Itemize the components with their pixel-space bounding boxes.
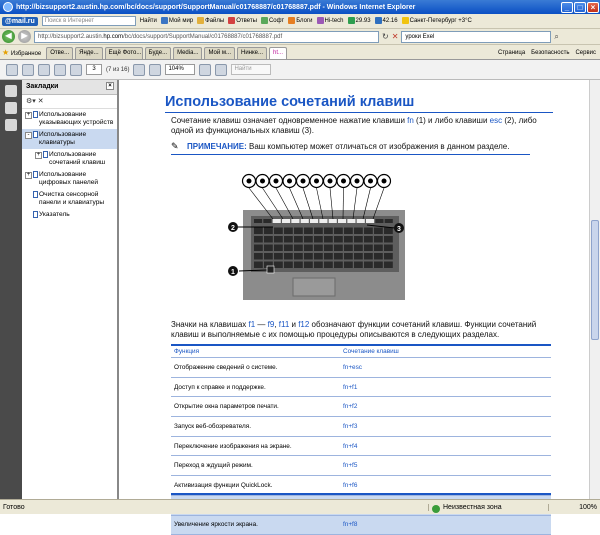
keyboard-key [374,228,383,235]
keyboard-key [304,245,313,252]
keyboard-key [364,236,373,243]
keyboard-key [374,236,383,243]
expand-toggle[interactable]: + [25,112,32,119]
keyboard-key [304,236,313,243]
weather-link[interactable]: Санкт-Петербург +3°С [402,17,472,24]
intro-paragraph: Сочетание клавиш означает одновременное нажатие клавиши fn (1) и либо клавиши esc (2), либо одной из функциональных клавиш (3). [171,116,559,136]
disc-icon [261,17,268,24]
table-row: Запуск веб-обозревателя. fn+f3 [171,417,551,437]
keyboard-key [384,228,393,235]
pdf-document [121,80,589,499]
keyboard-key [324,236,333,243]
keyboard-key [324,262,333,269]
keyboard-key [324,245,333,252]
save-icon[interactable] [6,64,18,76]
pdf-side-rail [0,80,22,499]
tab[interactable]: Буде... [145,47,171,59]
bookmarks-title: Закладки [26,83,58,90]
dollar-icon [348,17,355,24]
page-up-icon[interactable] [54,64,66,76]
keyboard-key [314,236,323,243]
zoom-level[interactable]: 100% [548,504,600,511]
keyboard-key [310,219,318,223]
bookmarks-options-button[interactable] [22,95,117,109]
keyboard-key [384,236,393,243]
refresh-icon[interactable]: ↻ [382,32,389,41]
bookmark-icon [43,151,48,158]
mailru-toolbar [0,14,600,29]
mailru-logo[interactable]: @mail.ru [2,17,38,26]
table-row: Доступ к справке и поддержке. fn+f1 [171,378,551,398]
bookmark-icon [33,171,38,178]
keyboard-key [254,219,262,223]
zoom-select[interactable]: 104% [165,64,195,75]
keyboard-key [354,245,363,252]
keyboard-key [364,253,373,260]
keyboard-key [375,219,383,223]
close-button[interactable]: × [587,2,599,13]
keyboard-key [364,262,373,269]
browser-search-input[interactable]: уроки Exel [401,31,551,43]
keyboard-key [294,262,303,269]
tab[interactable]: Нинке... [237,47,267,59]
bookmark-icon [33,131,38,138]
pages-icon[interactable] [5,85,17,97]
tools-menu[interactable]: Сервис [575,50,596,56]
attachments-icon[interactable] [5,119,17,131]
keyboard-key [344,262,353,269]
keyboard-key [334,253,343,260]
function-key-glyph [314,179,319,184]
title-divider [165,112,553,113]
back-button[interactable]: ◀ [2,30,15,43]
keyboard-key [366,219,374,223]
expand-toggle[interactable]: + [35,152,42,159]
people-icon [161,17,168,24]
keyboard-key [347,219,355,223]
keyboard-key [274,253,283,260]
table-row: Открытие окна параметров печати. fn+f2 [171,397,551,417]
bookmark-icon [33,191,38,198]
keyboard-key [284,262,293,269]
function-key-glyph [328,179,333,184]
favorites-button[interactable]: ★ Избранное [2,48,44,59]
mailru-answers-link[interactable]: Ответы [228,17,257,24]
pencil-icon [288,17,295,24]
keyboard-key [354,228,363,235]
keyboard-key [354,236,363,243]
svg-text:1: 1 [231,269,235,276]
pdf-toolbar [0,60,600,80]
eur-rate[interactable]: 42.16 [375,17,398,24]
keyboard-key [314,262,323,269]
minimize-button[interactable]: _ [561,2,573,13]
keyboard-key [364,228,373,235]
keyboard-key [304,262,313,269]
page-count: (7 из 16) [106,67,129,73]
keyboard-key [294,236,303,243]
keyboard-key [319,219,327,223]
keyboard-key [374,262,383,269]
keyboard-key [274,228,283,235]
keyboard-key [294,228,303,235]
keyboard-key [314,253,323,260]
function-key-glyph [341,179,346,184]
keyboard-key [294,245,303,252]
keyboard-key [284,245,293,252]
bookmark-item[interactable]: Очистка сенсорной панели и клавиатуры [22,189,117,209]
mailru-myworld-link[interactable]: Мой мир [161,17,193,24]
fn-key-highlight [267,266,274,273]
keyboard-illustration [227,172,405,300]
keyboard-key [364,245,373,252]
print-icon[interactable] [22,64,34,76]
weather-icon [402,17,409,24]
keyboard-key [329,219,337,223]
keyboard-key [324,253,333,260]
keyboard-key [282,219,290,223]
star-icon: ★ [2,48,9,57]
keyboard-key [273,219,281,223]
tab[interactable]: Ещё Фото... [105,47,143,59]
keyboard-key [304,228,313,235]
tab[interactable]: Мой м... [204,47,235,59]
gadget-icon [317,17,324,24]
url-input[interactable]: http://bizsupport2.austin.hp.com/bc/docs/support/SupportManual/c01768887/c01768887.pdf [34,31,379,43]
keyboard-key [254,253,263,260]
keyboard-key [301,219,309,223]
email-icon[interactable] [38,64,50,76]
keyboard-key [384,253,393,260]
zoom-in-icon[interactable] [149,64,161,76]
options-icon: ⚙▾ ✕ [26,98,44,105]
keyboard-key [254,262,263,269]
security-zone[interactable]: Неизвестная зона [428,504,548,511]
keyboard-key [314,245,323,252]
keyboard-key [284,253,293,260]
keyboard-key [357,219,365,223]
keyboard-key [334,236,343,243]
note-pencil-icon: ✎ [171,142,182,152]
bookmarks-panel [22,80,119,499]
tabs-bar [0,45,600,60]
column-header-shortcut: Сочетание клавиш [341,348,399,355]
search-icon[interactable]: ⌕ [554,32,558,42]
keyboard-key [284,236,293,243]
keyboard-key [264,228,273,235]
mailru-hitech-link[interactable]: Hi-tech [317,17,344,24]
keyboard-key [354,262,363,269]
page-down-icon[interactable] [70,64,82,76]
vertical-scrollbar[interactable] [589,80,600,499]
keyboard-key [314,228,323,235]
note-divider [171,154,530,155]
bookmark-item[interactable]: Указатель [22,209,117,221]
usd-rate[interactable]: 29.93 [348,17,371,24]
bookmark-item[interactable]: + Использование цифровых панелей [22,169,117,189]
keyboard-key [254,245,263,252]
address-bar [0,29,600,45]
keyboard-key [274,245,283,252]
folder-icon [197,17,204,24]
keyboard-key [291,219,299,223]
scrollbar-thumb[interactable] [591,220,599,340]
keyboard-key [284,228,293,235]
bookmarks-header [22,80,117,95]
close-panel-button[interactable]: × [106,82,114,90]
function-key-glyph [274,179,279,184]
mailru-soft-link[interactable]: Софт [261,17,284,24]
function-key-glyph [301,179,306,184]
keyboard-key [264,236,273,243]
page-menu[interactable]: Страница [498,50,525,56]
bookmark-item[interactable]: - Использование клавиатуры [22,129,117,149]
internet-explorer-icon [3,2,13,12]
keyboard-key [338,219,346,223]
function-key-glyph [287,179,292,184]
table-row: Переход в ждущий режим. fn+f5 [171,456,551,476]
fn-keys-paragraph: Значки на клавишах f1 — f9, f11 и f12 обозначают функции сочетаний клавиш. Функции сочетаний клавиш и выполняемые с их помощью процедуры описываются в следующих разделах. [171,320,559,340]
bookmark-icon [33,211,38,218]
keyboard-key [334,262,343,269]
table-header [171,344,551,358]
table-bottom-rule [171,493,551,495]
forward-button[interactable]: ▶ [18,30,31,43]
bookmark-item[interactable]: + Использование сочетаний клавиш [22,149,117,169]
keyboard-key [374,245,383,252]
find-input[interactable]: Найти [231,64,271,75]
keyboard-key [344,228,353,235]
mailru-blogs-link[interactable]: Блоги [288,17,312,24]
keyboard-key [264,253,273,260]
keyboard-key [274,236,283,243]
keyboard-key [254,236,263,243]
keyboard-key [294,253,303,260]
keyboard-key [384,245,393,252]
question-icon [228,17,235,24]
function-key-glyph [368,179,373,184]
keyboard-key [344,253,353,260]
keyboard-key [263,219,271,223]
mailru-files-link[interactable]: Файлы [197,17,224,24]
note: ПРИМЕЧАНИЕ: Ваш компьютер может отличаться от изображения в данном разделе. [187,142,509,151]
keyboard-key [354,253,363,260]
security-menu[interactable]: Безопасность [531,50,569,56]
table-row-selected: Увеличение яркости экрана. fn+f8 [171,516,551,535]
bookmark-item[interactable]: + Использование указывающих устройств [22,109,117,129]
column-header-function: Функция [171,348,341,355]
tab[interactable]: Media... [173,47,202,59]
status-bar [0,499,600,514]
bookmark-icon [33,111,38,118]
maximize-button[interactable]: □ [574,2,586,13]
collapse-toggle[interactable]: - [25,132,32,139]
function-key-glyph [247,179,252,184]
keyboard-key [254,228,263,235]
keyboard-key [344,245,353,252]
keyboard-key [344,236,353,243]
touchpad [293,278,335,296]
svg-text:3: 3 [397,226,401,233]
fit-page-icon[interactable] [199,64,211,76]
function-key-glyph [260,179,265,184]
mailru-find-button[interactable]: Найти [140,18,157,24]
keyboard-key [334,228,343,235]
fit-width-icon[interactable] [215,64,227,76]
bookmarks-icon[interactable] [5,102,17,114]
zoom-out-icon[interactable] [133,64,145,76]
tab[interactable]: Янде... [75,47,103,59]
page-number-input[interactable]: 3 [86,64,102,75]
table-row: Отображение сведений о системе. fn+esc [171,358,551,378]
window-title-bar [0,0,600,14]
keyboard-key [304,253,313,260]
keyboard-key [385,219,393,223]
mailru-search-input[interactable]: Поиск в Интернет [42,16,136,26]
keyboard-key [274,262,283,269]
expand-toggle[interactable]: + [25,172,32,179]
page-title: Использование сочетаний клавиш [165,94,414,110]
keyboard-key [384,262,393,269]
window-title: http://bizsupport2.austin.hp.com/bc/docs/support/SupportManual/c01768887/c01768887.pdf - Windows Internet Explorer [16,4,561,11]
tab[interactable]: Отве... [46,47,73,59]
function-key-glyph [382,179,387,184]
keyboard-key [334,245,343,252]
table-row: Активизация функции QuickLock. fn+f6 [171,476,551,496]
keyboard-key [264,245,273,252]
keyboard-key [324,228,333,235]
svg-text:2: 2 [231,225,235,232]
tab-active[interactable]: ht... [269,47,287,59]
table-row: Переключение изображения на экране. fn+f4 [171,437,551,457]
function-key-glyph [355,179,360,184]
euro-icon [375,17,382,24]
status-text: Готово [0,504,428,511]
stop-icon[interactable]: ✕ [392,32,399,41]
keyboard-key [374,253,383,260]
